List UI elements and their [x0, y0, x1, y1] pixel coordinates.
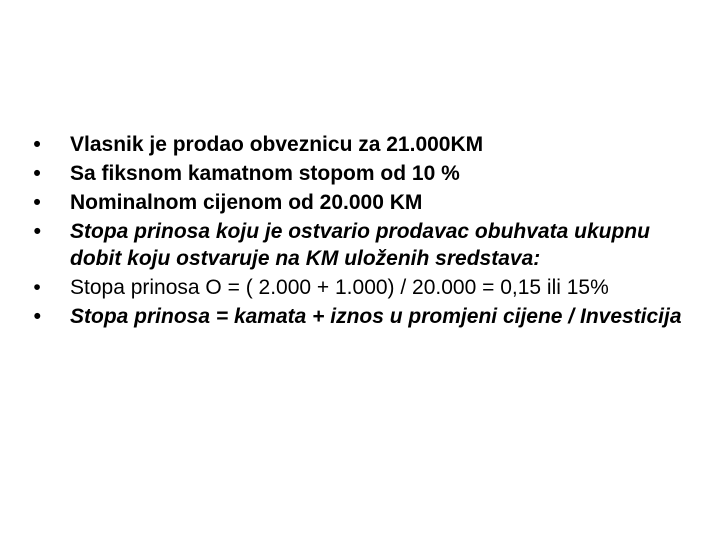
bullet-text: Vlasnik je prodao obveznicu za 21.000KM: [70, 133, 484, 156]
bullet-item: [30, 160, 700, 187]
bullet-text: Nominalnom cijenom od 20.000 KM: [70, 191, 423, 214]
bullet-item: [30, 218, 700, 272]
bullet-list: [30, 131, 700, 332]
bullet-text: Stopa prinosa O = ( 2.000 + 1.000) / 20.000 = 0,15 ili 15%: [70, 276, 609, 299]
bullet-marker: •: [33, 133, 41, 156]
bullet-item: [30, 131, 700, 158]
bullet-item: [30, 303, 700, 330]
bullet-item: [30, 189, 700, 216]
bullet-marker: •: [33, 162, 41, 185]
bullet-text: Stopa prinosa koju je ostvario prodavac obuhvata ukupnu dobit koju ostvaruje na KM uloženih sredstava:: [70, 220, 650, 270]
bullet-marker: •: [33, 305, 41, 328]
bullet-marker: •: [33, 220, 41, 243]
bullet-item: [30, 274, 700, 301]
bullet-text: Stopa prinosa = kamata + iznos u promjeni cijene / Investicija: [70, 305, 682, 328]
bullet-marker: •: [33, 191, 41, 214]
bullet-text: Sa fiksnom kamatnom stopom od 10 %: [70, 162, 460, 185]
bullet-marker: •: [33, 276, 41, 299]
